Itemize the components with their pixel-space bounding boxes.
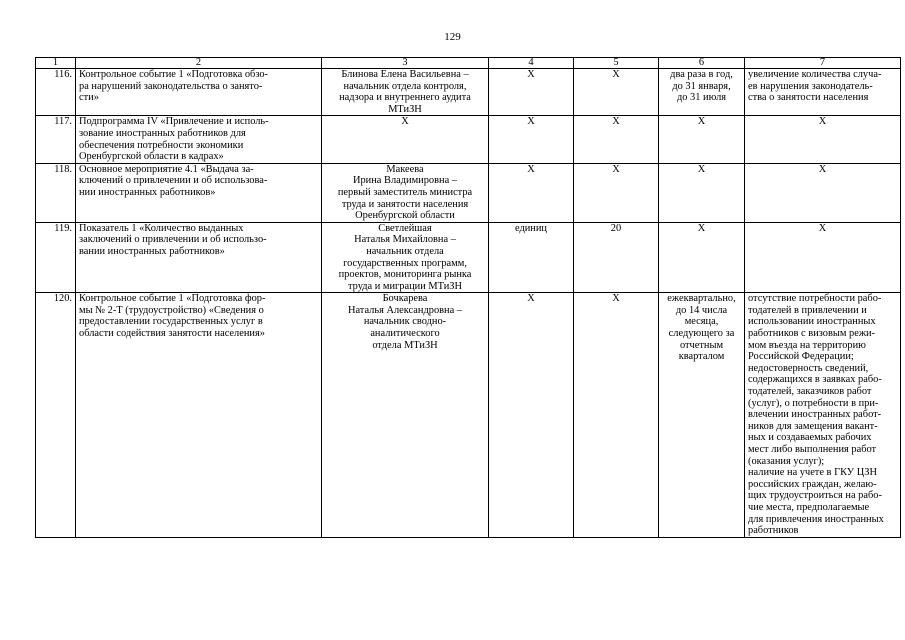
deadline-line: Х — [697, 222, 706, 234]
risks-line: увеличение количества случа- — [748, 69, 882, 80]
responsible-person-line: Светлейшая — [378, 222, 432, 234]
event-name-line: области содействия занятости населения» — [79, 328, 265, 340]
event-name-line: ра нарушений законодательства о занято- — [79, 80, 263, 92]
responsible-person-line: государственных программ, — [343, 257, 467, 269]
deadline-line: Х — [697, 116, 706, 128]
event-name-line: Контрольное событие 1 «Подготовка фор- — [79, 293, 266, 305]
event-name-line: обеспечения потребности экономики — [79, 139, 244, 151]
risks-line: содержащихся в заявках рабо- — [748, 374, 882, 386]
deadline-cell — [659, 163, 745, 222]
risks-line: ев нарушения законодатель- — [748, 80, 873, 92]
responsible-person-cell — [322, 116, 489, 163]
responsible-person-line: труда и миграции МТиЗН — [347, 280, 462, 292]
responsible-person-line: первый заместитель министра — [337, 186, 473, 198]
unit-cell: Х — [489, 116, 574, 163]
responsible-person-line: Блинова Елена Васильевна – — [341, 69, 469, 80]
responsible-person-line: надзора и внутреннего аудита — [339, 92, 471, 104]
event-name-cell — [76, 69, 322, 116]
deadline-line: кварталом — [678, 351, 725, 363]
responsible-person-line: труда и занятости населения — [341, 198, 469, 210]
unit-cell: Х — [489, 293, 574, 537]
row-number-cell: 117. — [36, 116, 76, 163]
risks-line: для привлечения иностранных — [748, 513, 884, 525]
deadline-cell — [659, 69, 745, 116]
value-cell: Х — [574, 116, 659, 163]
event-name-line: мы № 2-Т (трудоустройство) «Сведения о — [79, 304, 264, 316]
responsible-person-line: начальник сводно- — [363, 316, 447, 328]
column-header-6: 6 — [659, 58, 745, 69]
row-number-cell: 119. — [36, 222, 76, 293]
table-row — [36, 293, 901, 537]
risks-line: ства о занятости населения — [748, 92, 869, 104]
deadline-cell — [659, 116, 745, 163]
risks-line: российских граждан, желаю- — [748, 478, 877, 490]
event-name-cell — [76, 163, 322, 222]
table-row — [36, 222, 901, 293]
row-number-cell: 118. — [36, 163, 76, 222]
table-body — [36, 69, 901, 538]
risks-line: чие места, предполагаемые — [748, 501, 870, 513]
risks-line: (оказания услуг); — [748, 455, 825, 467]
responsible-person-line: начальник отдела — [366, 245, 444, 257]
page-number: 129 — [444, 31, 461, 43]
row-number-cell: 120. — [36, 293, 76, 537]
unit-cell: Х — [489, 163, 574, 222]
table-row — [36, 163, 901, 222]
event-name-line: Подпрограмма IV «Привлечение и исполь- — [79, 116, 269, 128]
risks-cell — [745, 222, 901, 293]
responsible-person-line: Оренбургской области — [355, 210, 455, 222]
monitoring-table — [35, 57, 901, 538]
risks-line: работников с визовым режи- — [748, 328, 876, 340]
deadline-line: ежеквартально, — [667, 293, 736, 305]
risks-line: влечении иностранных работ- — [748, 409, 882, 421]
risks-cell — [745, 116, 901, 163]
risks-line: ных и создаваемых рабочих — [748, 432, 872, 444]
event-name-line: нии иностранных работников» — [79, 186, 216, 198]
risks-line: тодателей в привлечении и — [748, 304, 867, 316]
risks-line: Х — [818, 163, 827, 175]
deadline-line: до 31 июля — [676, 92, 727, 104]
responsible-person-line: Макеева — [386, 163, 424, 175]
event-name-cell — [76, 222, 322, 293]
risks-line: щих трудоустроиться на рабо- — [748, 490, 882, 502]
responsible-person-cell — [322, 163, 489, 222]
responsible-person-line: Наталья Михайловна – — [354, 234, 456, 246]
table-row — [36, 69, 901, 116]
column-header-7: 7 — [745, 58, 901, 69]
risks-cell — [745, 163, 901, 222]
responsible-person-cell — [322, 69, 489, 116]
deadline-line: следующего за — [668, 328, 735, 340]
risks-line: мест либо выполнения работ — [748, 444, 877, 455]
row-number-cell: 116. — [36, 69, 76, 116]
risks-cell — [745, 69, 901, 116]
responsible-person-cell — [322, 293, 489, 537]
deadline-line: месяца, — [684, 316, 719, 328]
risks-cell — [745, 293, 901, 537]
risks-line: Х — [818, 222, 827, 234]
responsible-person-line: Бочкарева — [382, 293, 428, 305]
responsible-person-cell — [322, 222, 489, 293]
risks-line: работников — [748, 525, 799, 537]
responsible-person-line: отдела МТиЗН — [372, 339, 438, 351]
deadline-line: до 31 января, — [672, 80, 731, 92]
column-header-3: 3 — [322, 58, 489, 69]
responsible-person-line: проектов, мониторинга рынка — [338, 269, 472, 281]
event-name-line: Основное мероприятие 4.1 «Выдача за- — [79, 163, 254, 175]
risks-line: мом въезда на территорию — [748, 339, 866, 351]
table-row — [36, 116, 901, 163]
responsible-person-line: Х — [401, 116, 409, 128]
event-name-cell — [76, 293, 322, 537]
risks-line: Х — [818, 116, 827, 128]
column-header-5: 5 — [574, 58, 659, 69]
event-name-line: вании иностранных работников» — [79, 245, 225, 257]
responsible-person-line: аналитического — [370, 328, 440, 340]
risks-line: (услуг), о потребности в при- — [748, 397, 879, 409]
unit-cell: Х — [489, 69, 574, 116]
deadline-line: до 14 числа — [675, 304, 728, 316]
event-name-line: Контрольное событие 1 «Подготовка обзо- — [79, 69, 269, 80]
responsible-person-line: МТиЗН — [388, 103, 422, 115]
value-cell: Х — [574, 69, 659, 116]
event-name-line: заключений о привлечении и об использо- — [79, 234, 267, 246]
risks-line: тодателей, заказчиков работ — [748, 386, 872, 398]
value-cell: 20 — [574, 222, 659, 293]
value-cell: Х — [574, 293, 659, 537]
responsible-person-line: Наталья Александровна – — [347, 304, 463, 316]
deadline-cell — [659, 293, 745, 537]
risks-line: наличие на учете в ГКУ ЦЗН — [748, 467, 877, 479]
deadline-line: два раза в год, — [670, 69, 733, 80]
risks-line: ников для замещения вакант- — [748, 420, 878, 432]
column-header-4: 4 — [489, 58, 574, 69]
event-name-cell — [76, 116, 322, 163]
column-header-2: 2 — [76, 58, 322, 69]
risks-line: отсутствие потребности рабо- — [748, 293, 882, 305]
value-cell: Х — [574, 163, 659, 222]
event-name-line: ключений о привлечении и об использова- — [79, 175, 268, 187]
event-name-line: предоставлении государственных услуг в — [79, 316, 263, 328]
deadline-line: отчетным — [679, 339, 724, 351]
deadline-cell — [659, 222, 745, 293]
event-name-line: зование иностранных работников для — [79, 127, 246, 139]
unit-cell: единиц — [489, 222, 574, 293]
event-name-line: Показатель 1 «Количество выданных — [79, 222, 244, 234]
column-header-1: 1 — [36, 58, 76, 69]
responsible-person-line: Ирина Владимировна – — [352, 175, 457, 187]
event-name-line: Оренбургской области в кадрах» — [79, 151, 224, 163]
column-header-row — [36, 58, 901, 69]
risks-line: недостоверность сведений, — [748, 362, 869, 374]
risks-line: использовании иностранных — [748, 316, 876, 328]
event-name-line: сти» — [79, 92, 99, 104]
risks-line: Российской Федерации; — [748, 351, 854, 363]
responsible-person-line: начальник отдела контроля, — [343, 80, 467, 92]
deadline-line: Х — [697, 163, 706, 175]
